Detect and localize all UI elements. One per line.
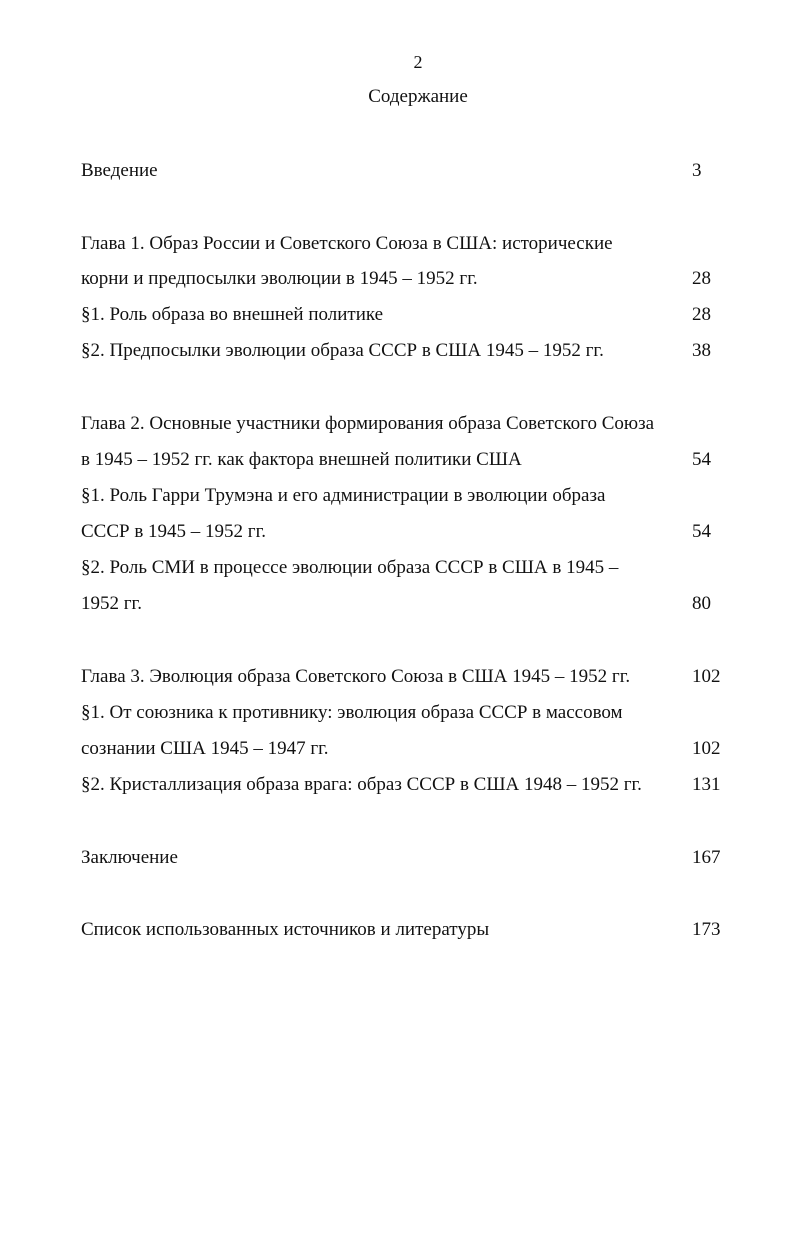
toc-entry-chapter-1-cont: корни и предпосылки эволюции в 1945 – 1952 гг. — [81, 268, 478, 289]
toc-page-number: 167 — [692, 847, 721, 868]
toc-entry-ch2-section-2: §2. Роль СМИ в процессе эволюции образа СССР в США в 1945 – — [81, 557, 619, 578]
toc-entry-ch2-section-1: §1. Роль Гарри Трумэна и его администрации в эволюции образа — [81, 485, 606, 506]
toc-entry-ch2-section-1-cont: СССР в 1945 – 1952 гг. — [81, 521, 266, 542]
toc-page-number: 54 — [692, 449, 711, 470]
toc-entry-ch2-section-2-cont: 1952 гг. — [81, 593, 142, 614]
toc-page-number: 102 — [692, 738, 721, 759]
toc-entry-chapter-2: Глава 2. Основные участники формирования образа Советского Союза — [81, 413, 655, 434]
toc-page-number: 28 — [692, 304, 711, 325]
toc-entry-ch1-section-1: §1. Роль образа во внешней политике — [81, 304, 384, 325]
page-number: 2 — [413, 52, 423, 72]
toc-page-number: 3 — [692, 160, 702, 181]
toc-page-number: 38 — [692, 340, 711, 361]
toc-page-number: 54 — [692, 521, 711, 542]
toc-entry-chapter-3: Глава 3. Эволюция образа Советского Союза в США 1945 – 1952 гг. — [81, 666, 631, 687]
toc-entry-ch3-section-2: §2. Кристаллизация образа врага: образ СССР в США 1948 – 1952 гг. — [81, 774, 642, 795]
toc-entry-bibliography: Список использованных источников и литературы — [81, 919, 490, 940]
toc-entry-chapter-2-cont: в 1945 – 1952 гг. как фактора внешней политики США — [81, 449, 522, 470]
toc-entry-introduction: Введение — [81, 160, 158, 181]
toc-page-number: 80 — [692, 593, 711, 614]
toc-entry-ch3-section-1: §1. От союзника к противнику: эволюция образа СССР в массовом — [81, 702, 623, 723]
toc-entry-ch3-section-1-cont: сознании США 1945 – 1947 гг. — [81, 738, 329, 759]
toc-entry-ch1-section-2: §2. Предпосылки эволюции образа СССР в США 1945 – 1952 гг. — [81, 340, 604, 361]
toc-page-number: 102 — [692, 666, 721, 687]
toc-page-number: 131 — [692, 774, 721, 795]
toc-page-number: 28 — [692, 268, 711, 289]
toc-title: Содержание — [368, 86, 468, 107]
toc-page-number: 173 — [692, 919, 721, 940]
toc-entry-chapter-1: Глава 1. Образ России и Советского Союза в США: исторические — [81, 233, 613, 254]
toc-entry-conclusion: Заключение — [81, 847, 178, 868]
